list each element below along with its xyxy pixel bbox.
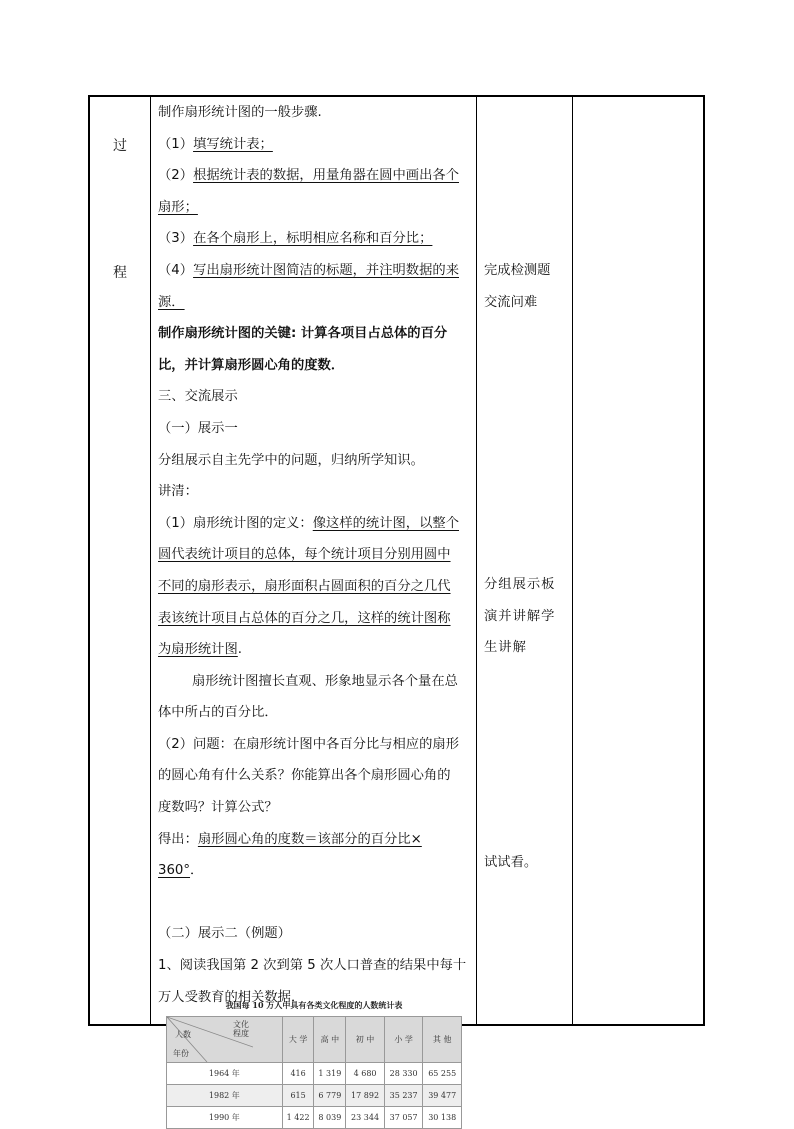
column-header: 其 他 [423, 1017, 462, 1063]
table-row: 1982 年 615 6 779 17 892 35 237 39 477 [167, 1085, 462, 1107]
show-1-text: 分组展示自主先学中的问题，归纳所学知识。 [158, 452, 424, 468]
column-header: 高 中 [314, 1017, 346, 1063]
lesson-table [88, 95, 705, 1026]
main-content [158, 97, 472, 1013]
stat-table-title: 我国每 10 万人中具有各类文化程度的人数统计表 [225, 1000, 403, 1010]
definition: （1）扇形统计图的定义：像这样的统计图，以整个 [158, 515, 459, 531]
corner-mid-label: 人数 [175, 1030, 191, 1039]
education-stat-table [166, 1016, 462, 1129]
column-divider [572, 97, 573, 1024]
note-check: 完成检测题 交流问难 [484, 263, 551, 310]
corner-bottom-label: 年份 [173, 1049, 189, 1058]
column-header: 初 中 [346, 1017, 385, 1063]
column-header: 小 学 [384, 1017, 423, 1063]
corner-header [167, 1017, 283, 1063]
stage-label-cheng: 程 [113, 265, 127, 281]
stage-label-guo: 过 [113, 138, 127, 154]
education-stat-image [160, 997, 468, 1123]
corner-top-label: 文化 程度 [233, 1020, 249, 1038]
step-2-cont: 扇形； [158, 199, 198, 215]
result: 得出：扇形圆心角的度数＝该部分的百分比× [158, 831, 422, 847]
definition-cont: 为扇形统计图. [158, 642, 243, 658]
key-point-cont: 比，并计算扇形圆心角的度数． [158, 357, 345, 373]
question-cont: 的圆心角有什么关系？你能算出各个扇形圆心角的 [158, 768, 451, 784]
step-4: （4）写出扇形统计图简洁的标题，并注明数据的来 [158, 262, 459, 278]
table-row: 1990 年 1 422 8 039 23 344 37 057 30 138 [167, 1107, 462, 1129]
definition-cont: 圆代表统计项目的总体，每个统计项目分别用圆中 [158, 547, 451, 563]
note-present: 分组展示板 演并讲解学 生讲解 [484, 577, 556, 656]
steps-intro: 制作扇形统计图的一般步骤. [158, 105, 322, 120]
section-heading: 三、交流展示 [158, 389, 238, 405]
example-text-cont: 万人受教育的相关数据． [158, 989, 305, 1005]
table-row: 1964 年 416 1 319 4 680 28 330 65 255 [167, 1063, 462, 1085]
column-divider [150, 97, 151, 1024]
example-text: 1、阅读我国第 2 次到第 5 次人口普查的结果中每十 [158, 958, 467, 974]
step-3: （3）在各个扇形上，标明相应名称和百分比； [158, 231, 433, 247]
result-cont: 360°． [158, 863, 204, 879]
advantage-text: 扇形统计图擅长直观、形象地显示各个量在总 [192, 673, 458, 689]
clarify-label: 讲清： [158, 484, 198, 500]
subsection-show-2: （二）展示二（例题） [158, 926, 291, 942]
question-cont: 度数吗？计算公式？ [158, 800, 278, 816]
step-1: （1）填写统计表； [158, 136, 273, 152]
step-2: （2）根据统计表的数据，用量角器在圆中画出各个 [158, 168, 459, 184]
subsection-show-1: （一）展示一 [158, 420, 238, 436]
blank-line [158, 887, 472, 919]
note-try: 试试看。 [484, 855, 538, 870]
column-divider [476, 97, 477, 1024]
question: （2）问题：在扇形统计图中各百分比与相应的扇形 [158, 736, 459, 752]
definition-cont: 不同的扇形表示，扇形面积占圆面积的百分之几代 [158, 578, 451, 594]
column-header: 大 学 [282, 1017, 314, 1063]
definition-cont: 表该统计项目占总体的百分之几，这样的统计图称 [158, 610, 451, 626]
key-point: 制作扇形统计图的关键: 计算各项目占总体的百分 [158, 326, 448, 342]
step-4-cont: 源． [158, 294, 185, 310]
advantage-text-cont: 体中所占的百分比． [158, 705, 278, 721]
